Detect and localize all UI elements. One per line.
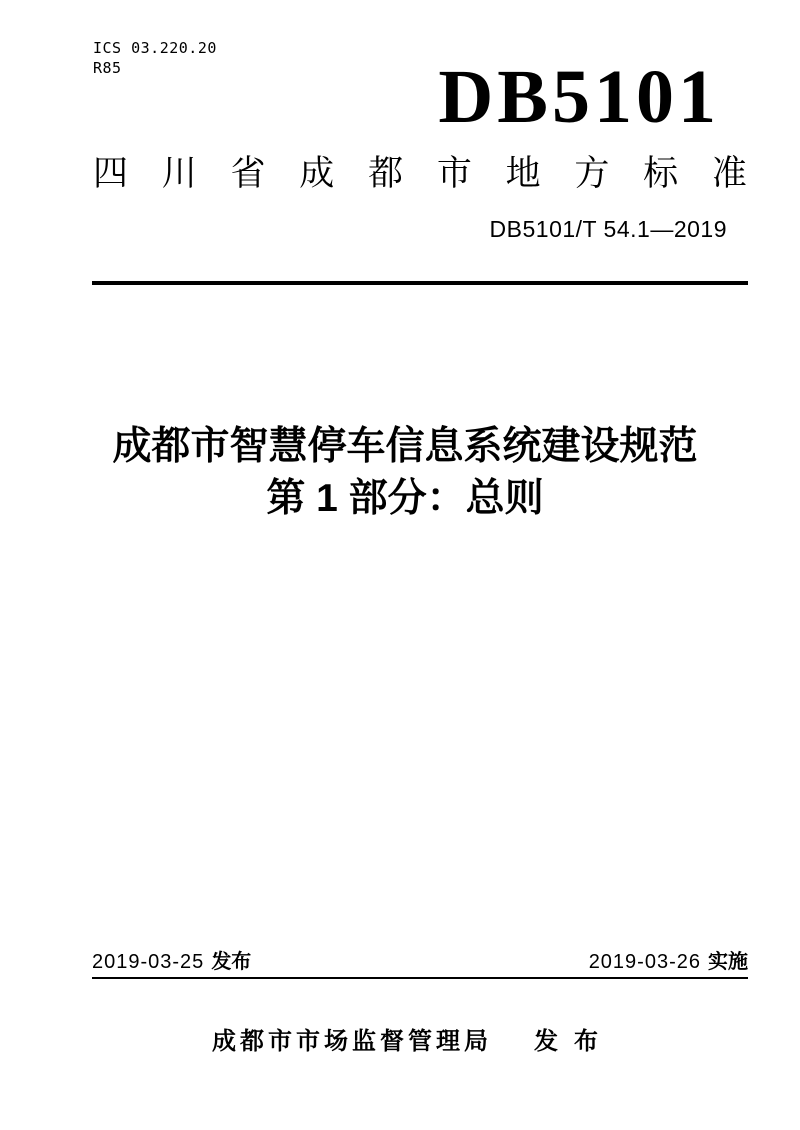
implement-date-label: 实施: [708, 951, 748, 973]
publish-date-label: 发布: [211, 951, 252, 973]
standard-name-char: 省: [230, 154, 266, 193]
standard-name-char: 方: [574, 154, 610, 193]
implement-date-group: [589, 950, 748, 974]
standard-name-char: 标: [643, 154, 679, 193]
publish-date-group: [92, 950, 251, 974]
standard-name-char: 准: [711, 154, 747, 193]
document-title-line-1: 成都市智慧停车信息系统建设规范: [112, 425, 698, 468]
ics-code: ICS 03.220.20: [93, 39, 217, 57]
header-divider-rule: [92, 281, 748, 285]
classification-code: R85: [93, 59, 122, 77]
standard-name-char: 都: [368, 154, 404, 193]
standard-name: [93, 156, 747, 191]
standard-name-char: 川: [161, 154, 197, 193]
standard-name-char: 四: [93, 154, 129, 193]
standard-code-logo: DB5101: [438, 55, 720, 139]
standard-name-char: 成: [299, 154, 335, 193]
publish-date: 2019-03-25: [92, 951, 205, 973]
publisher-action-label: 发布: [534, 1028, 614, 1055]
implement-date: 2019-03-26: [588, 951, 701, 973]
document-title-line-2: 第 1 部分：总则: [266, 477, 544, 520]
document-title: [78, 421, 732, 525]
standard-name-char: 市: [436, 154, 472, 193]
dates-row: [92, 950, 748, 979]
document-number: DB5101/T 54.1—2019: [489, 216, 727, 242]
publisher-row: [78, 1030, 732, 1054]
standard-name-char: 地: [505, 154, 541, 193]
publisher-name: 成都市市场监督管理局: [212, 1028, 492, 1055]
